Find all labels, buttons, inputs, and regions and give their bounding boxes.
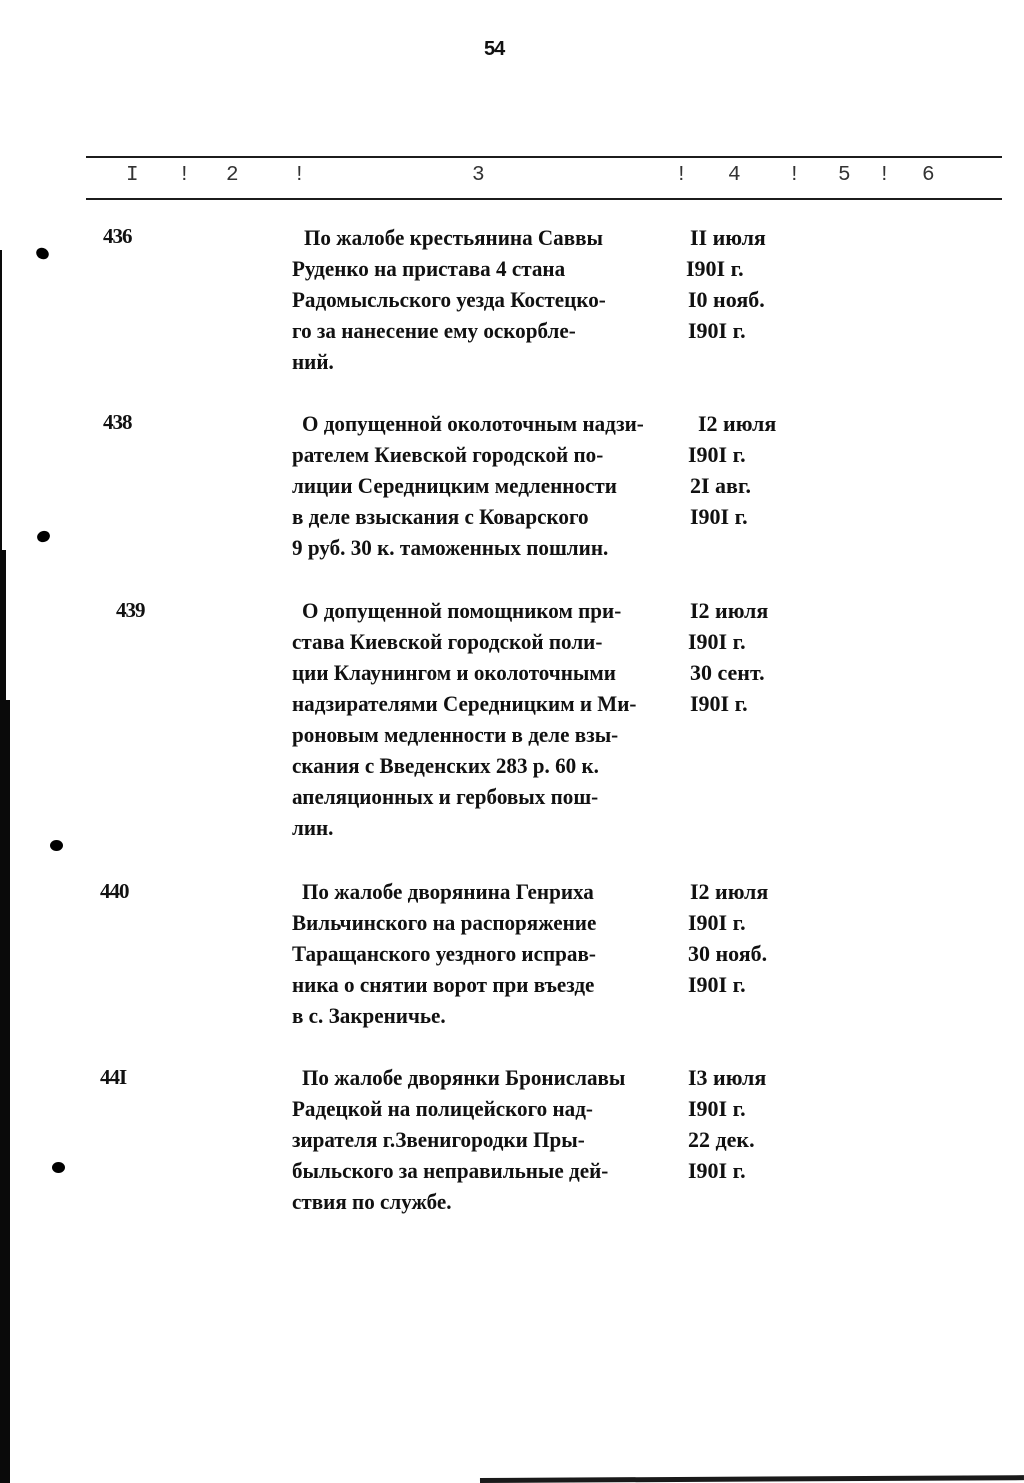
description-line: зирателя г.Звенигородки Пры- [292, 1127, 585, 1152]
page-number: 54 [484, 38, 505, 60]
date-start-year: I90I г. [688, 1096, 746, 1121]
date-start: I2 июля [690, 879, 769, 904]
date-end: 22 дек. [688, 1127, 755, 1152]
description-line: лиции Середницким медленности [292, 473, 617, 498]
scan-border-left [0, 550, 6, 700]
column-separator: ! [293, 164, 306, 187]
description-line: По жалобе дворянки Брониславы [302, 1065, 626, 1090]
description-line: в с. Закреничье. [292, 1003, 446, 1028]
description-line: скания с Введенских 283 р. 60 к. [292, 753, 599, 778]
description-line: роновым медленности в деле взы- [292, 722, 619, 747]
date-end-year: I90I г. [690, 691, 748, 716]
scan-border-left [0, 700, 10, 1483]
column-5-header: 5 [838, 164, 851, 187]
column-separator: ! [675, 164, 688, 187]
column-separator: ! [788, 164, 801, 187]
description-line: става Киевской городской поли- [292, 629, 603, 654]
column-separator: ! [178, 164, 191, 187]
date-start: I3 июля [688, 1065, 767, 1090]
column-separator: ! [878, 164, 891, 187]
description-line: Радецкой на полицейского над- [292, 1096, 593, 1121]
date-end-year: I90I г. [690, 504, 748, 529]
description-line: ции Клаунингом и околоточными [292, 660, 616, 685]
date-start: I2 июля [698, 411, 777, 436]
column-2-header: 2 [226, 164, 239, 187]
description-line: ника о снятии ворот при въезде [292, 972, 595, 997]
date-end-year: I90I г. [688, 318, 746, 343]
description-line: Таращанского уездного исправ- [292, 941, 596, 966]
date-start-year: I90I г. [688, 442, 746, 467]
entry-number: 438 [103, 410, 132, 434]
description-line: Вильчинского на распоряжение [292, 910, 597, 935]
date-end-year: I90I г. [688, 1158, 746, 1183]
date-start-year: I90I г. [688, 910, 746, 935]
description-line: ний. [292, 349, 334, 374]
entry-number: 44I [100, 1065, 127, 1089]
date-start-year: I90I г. [686, 256, 744, 281]
date-end: 2I авг. [690, 473, 751, 498]
punch-hole-mark [50, 840, 63, 851]
date-end-year: I90I г. [688, 972, 746, 997]
description-line: По жалобе крестьянина Саввы [304, 225, 604, 250]
header-rule-top [86, 156, 1002, 158]
date-start: II июля [690, 225, 766, 250]
date-start: I2 июля [690, 598, 769, 623]
description-line: 9 руб. 30 к. таможенных пошлин. [292, 535, 609, 560]
column-1-header: I [126, 164, 139, 187]
description-line: О допущенной околоточным надзи- [302, 411, 644, 436]
description-line: О допущенной помощником при- [302, 598, 622, 623]
scan-border-left [0, 250, 2, 550]
description-line: рателем Киевской городской по- [292, 442, 604, 467]
header-rule-bottom [86, 198, 1002, 200]
description-line: Руденко на пристава 4 стана [292, 256, 566, 281]
description-line: в деле взыскания с Коварского [292, 504, 589, 529]
entry-number: 440 [100, 879, 129, 903]
description-line: лин. [292, 815, 334, 840]
entry-number: 439 [116, 598, 145, 622]
description-line: ствия по службе. [292, 1189, 452, 1214]
column-3-header: 3 [472, 164, 485, 187]
date-end: I0 нояб. [688, 287, 765, 312]
description-line: надзирателями Середницким и Ми- [292, 691, 637, 716]
description-line: По жалобе дворянина Генриха [302, 879, 594, 904]
column-6-header: 6 [922, 164, 935, 187]
date-end: 30 нояб. [688, 941, 768, 966]
description-line: апеляционных и гербовых пош- [292, 784, 599, 809]
date-start-year: I90I г. [688, 629, 746, 654]
scan-border-bottom [480, 1475, 1024, 1483]
column-4-header: 4 [728, 164, 741, 187]
description-line: Радомысльского уезда Костецко- [292, 287, 606, 312]
description-line: го за нанесение ему оскорбле- [292, 318, 576, 343]
description-line: быльского за неправильные дей- [292, 1158, 609, 1183]
punch-hole-mark [36, 529, 52, 544]
punch-hole-mark [34, 245, 51, 261]
date-end: 30 сент. [690, 660, 765, 685]
entry-number: 436 [103, 224, 132, 248]
punch-hole-mark [52, 1162, 65, 1173]
